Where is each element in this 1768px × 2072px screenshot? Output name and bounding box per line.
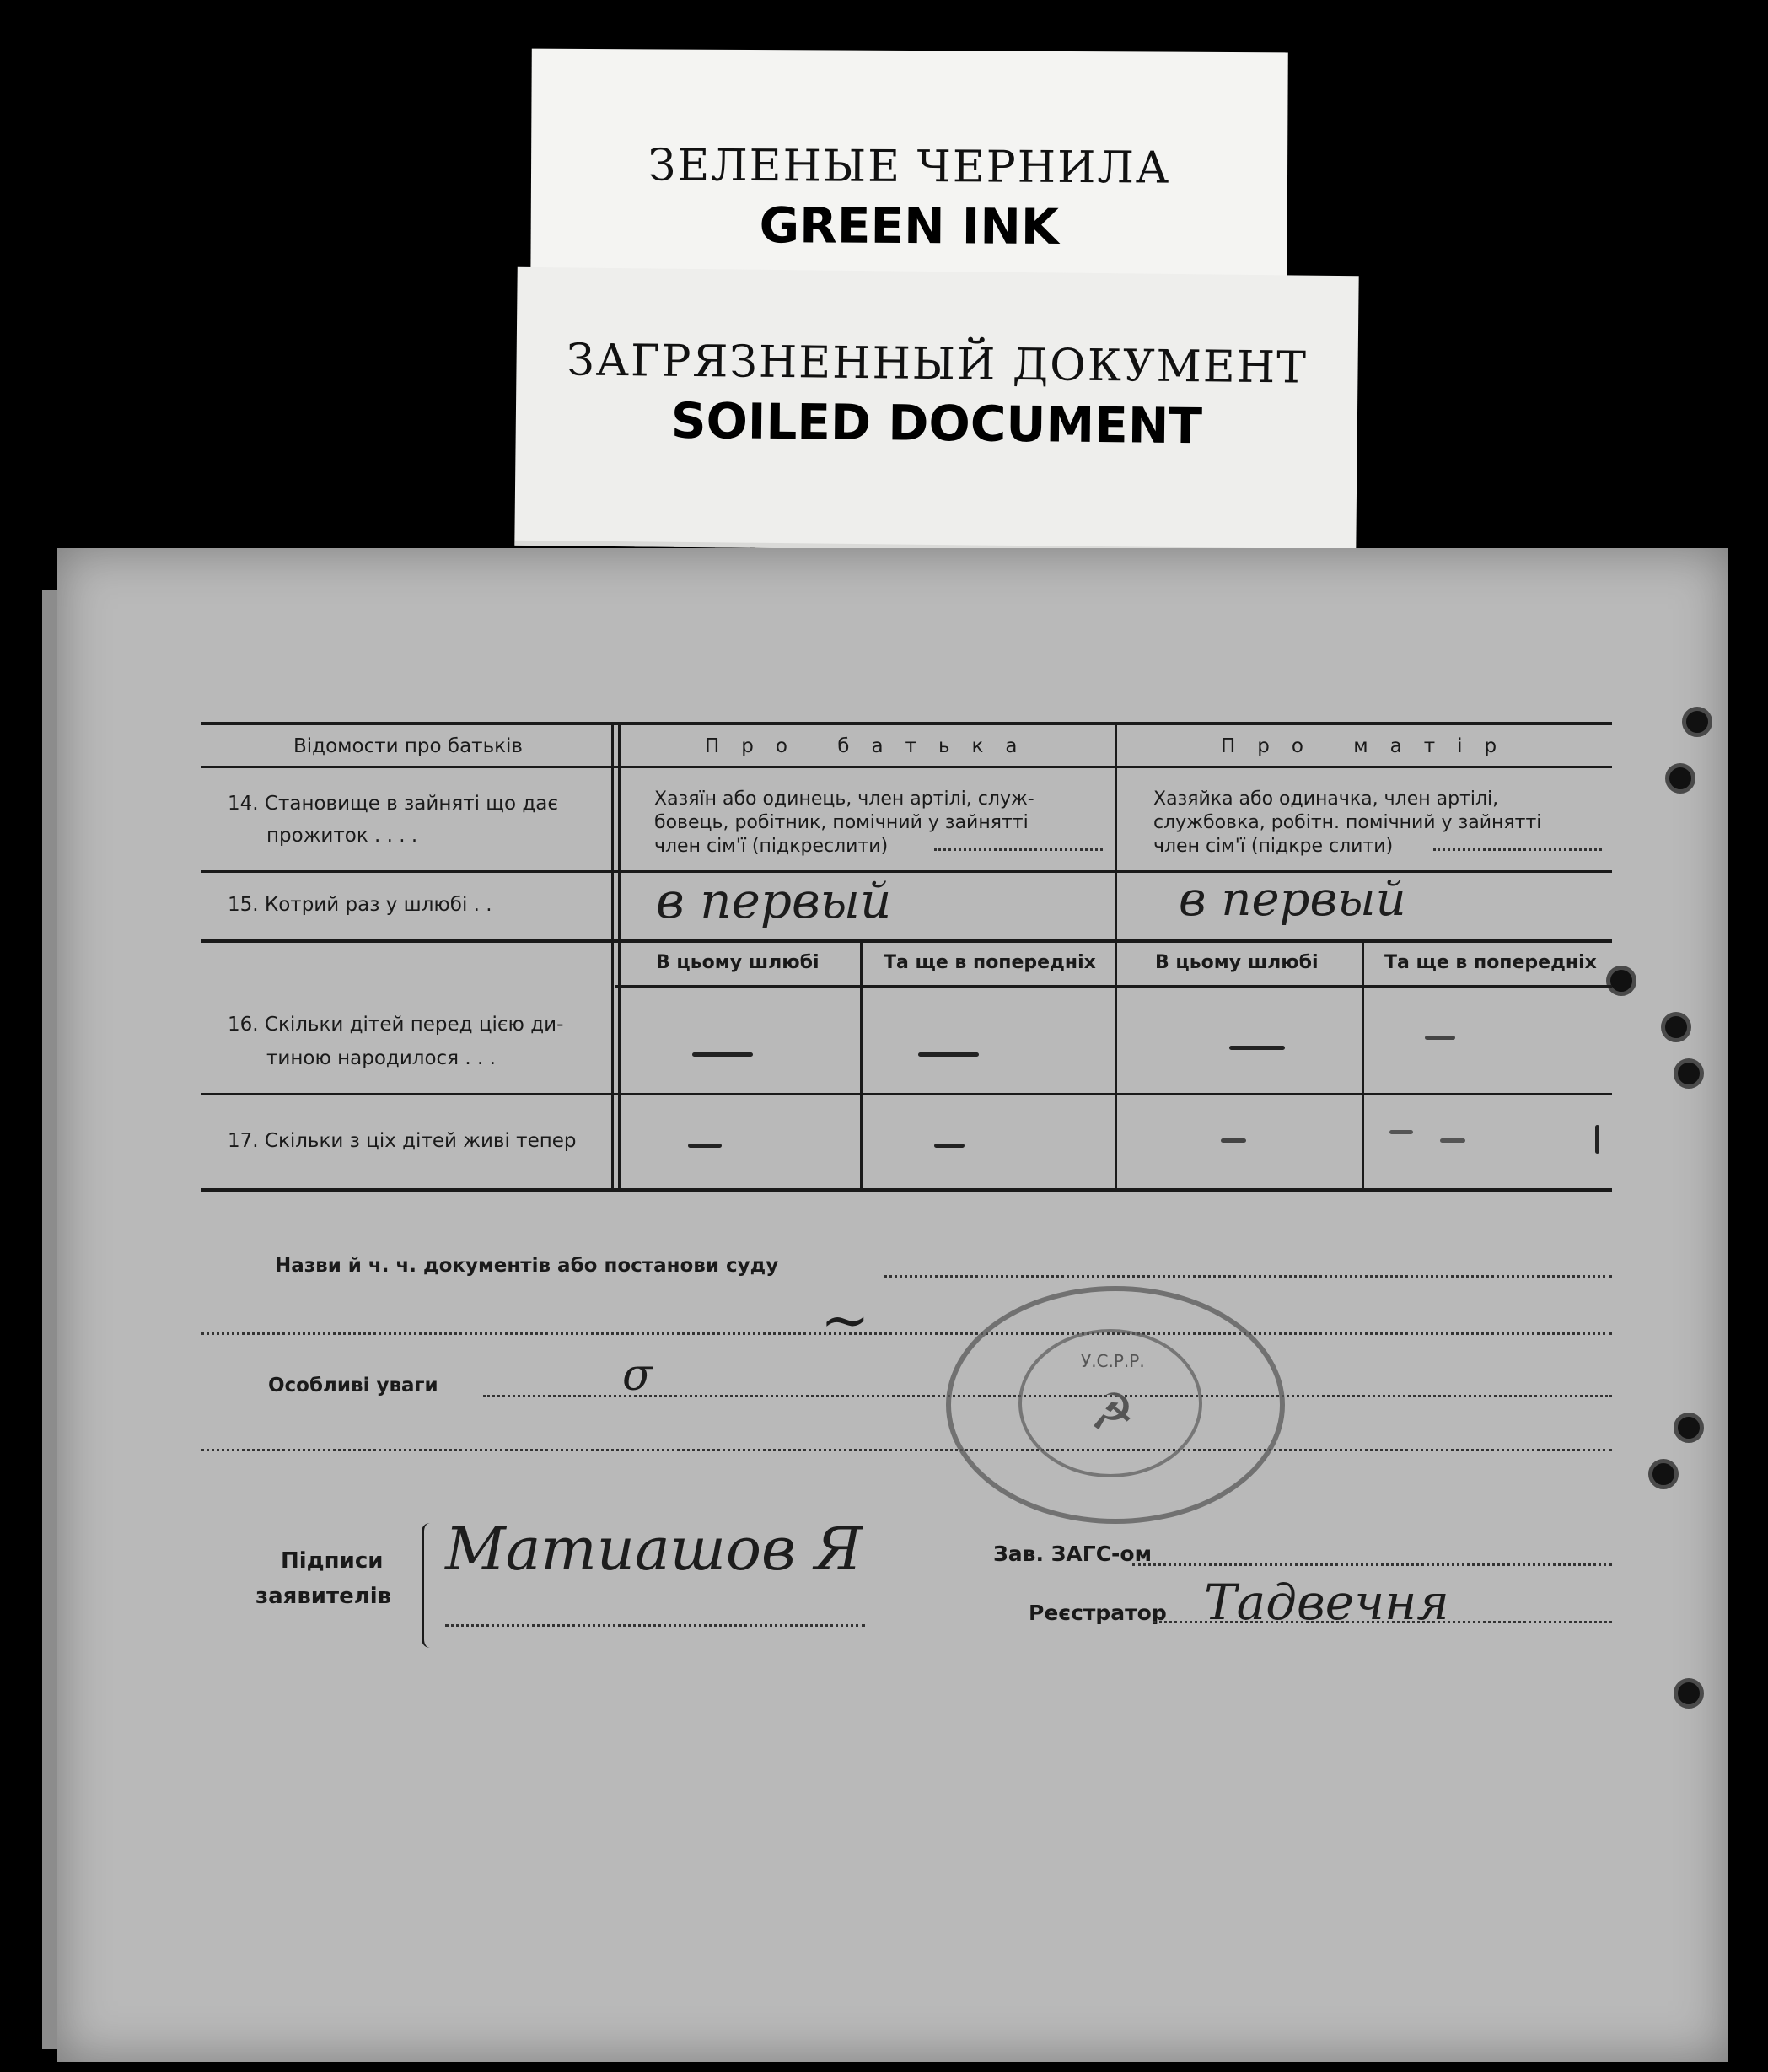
father-this-marriage-header: В цьому шлюбі — [656, 952, 820, 973]
fill-line — [201, 1449, 1612, 1451]
handwritten-dash — [1389, 1130, 1413, 1134]
green-ink-russian: ЗЕЛЕНЫЕ ЧЕРНИЛА — [648, 140, 1171, 194]
registrar-label: Реєстратор — [1029, 1601, 1167, 1625]
table-row-rule — [201, 1093, 1612, 1095]
row17-label: 17. Скільки з ціх дітей живі тепер — [228, 1130, 577, 1152]
documents-label: Назви й ч. ч. документів або постанови суду — [275, 1255, 779, 1277]
row14-father-text: Хазяїн або одинець, член артілі, служ- — [654, 788, 1034, 810]
notes-label: Особливі уваги — [268, 1375, 438, 1397]
handwritten-dash — [1440, 1138, 1465, 1143]
row14-father-text: бовець, робітник, помічний у зайнятті — [654, 812, 1029, 833]
soiled-document-card — [514, 267, 1358, 554]
stamp-text: У.С.Р.Р. — [1081, 1351, 1145, 1371]
column-divider — [618, 722, 621, 1191]
handwritten-dash — [918, 1052, 979, 1057]
handwritten-dash — [1425, 1036, 1455, 1040]
binder-hole — [1674, 1678, 1704, 1709]
header-about-father: Про батька — [705, 735, 1040, 757]
father-previous-header: Та ще в попередніх — [884, 952, 1096, 973]
table-row-rule — [201, 939, 1612, 943]
fill-line — [934, 848, 1103, 851]
row14-mother-text: член сім'ї (підкре слити) — [1153, 836, 1394, 857]
header-parents-info: Відомости про батьків — [293, 735, 523, 757]
mother-previous-header: Та ще в попередніх — [1384, 952, 1597, 973]
handwritten-dash — [692, 1052, 753, 1057]
handwritten-dash — [1229, 1046, 1285, 1050]
head-of-registry-label: Зав. ЗАГС-ом — [993, 1542, 1153, 1566]
handwritten-tilde: ~ — [820, 1285, 870, 1354]
official-stamp — [946, 1286, 1285, 1524]
binder-hole — [1648, 1459, 1679, 1489]
signatures-label-cont: заявителів — [255, 1584, 392, 1609]
binder-hole — [1674, 1058, 1704, 1089]
column-divider — [611, 722, 614, 1191]
applicant-signature: Матиашов Я — [445, 1515, 863, 1584]
soiled-document-english: SOILED DOCUMENT — [670, 391, 1203, 455]
row14-label-cont: прожиток . . . . — [266, 825, 418, 847]
handwritten-dash — [934, 1144, 965, 1148]
row15-father-handwriting: в первый — [656, 872, 892, 929]
subheader-rule — [615, 985, 1612, 988]
fill-line — [445, 1624, 865, 1627]
row16-label: 16. Скільки дітей перед цією ди- — [228, 1014, 564, 1036]
table-header-rule — [201, 766, 1612, 768]
column-divider — [1362, 943, 1364, 1191]
green-ink-card — [530, 49, 1288, 306]
row15-label: 15. Котрий раз у шлюбі . . — [228, 894, 492, 916]
handwritten-mark: σ — [622, 1350, 653, 1401]
table-bottom-rule — [201, 1188, 1612, 1192]
column-divider — [1115, 722, 1117, 1191]
row16-label-cont: тиною народилося . . . — [266, 1047, 496, 1069]
handwritten-mark — [1595, 1125, 1599, 1154]
mother-this-marriage-header: В цьому шлюбі — [1155, 952, 1319, 973]
binder-hole — [1682, 707, 1712, 737]
soiled-document-russian: ЗАГРЯЗНЕННЫЙ ДОКУМЕНТ — [566, 335, 1309, 394]
hammer-sickle-icon: ☭ — [1089, 1383, 1135, 1442]
green-ink-english: GREEN INK — [759, 196, 1060, 256]
fill-line — [884, 1275, 1612, 1278]
binder-hole — [1665, 763, 1695, 794]
table-top-rule — [201, 722, 1612, 725]
fill-line — [1132, 1563, 1612, 1566]
binder-hole — [1674, 1413, 1704, 1443]
signature-brace — [422, 1523, 436, 1648]
fill-line — [201, 1332, 1612, 1335]
row14-label: 14. Становище в зайняті що дає — [228, 793, 558, 815]
signatures-label: Підписи — [281, 1548, 384, 1574]
row14-mother-text: службовка, робітн. помічний у зайнятті — [1153, 812, 1542, 833]
binder-hole — [1606, 966, 1636, 996]
row14-mother-text: Хазяйка або одиначка, член артілі, — [1153, 788, 1499, 810]
header-about-mother: Про матір — [1221, 735, 1519, 757]
binder-hole — [1661, 1012, 1691, 1042]
fill-line — [1433, 848, 1602, 851]
handwritten-dash — [688, 1144, 722, 1148]
handwritten-dash — [1221, 1138, 1246, 1143]
row15-mother-handwriting: в первый — [1179, 872, 1406, 927]
row14-father-text: член сім'ї (підкреслити) — [654, 836, 889, 857]
stamp-inner-ring — [1018, 1329, 1202, 1477]
column-divider — [860, 943, 863, 1191]
document-sheet — [57, 548, 1728, 2062]
registrar-signature: Тадвечня — [1204, 1574, 1449, 1631]
